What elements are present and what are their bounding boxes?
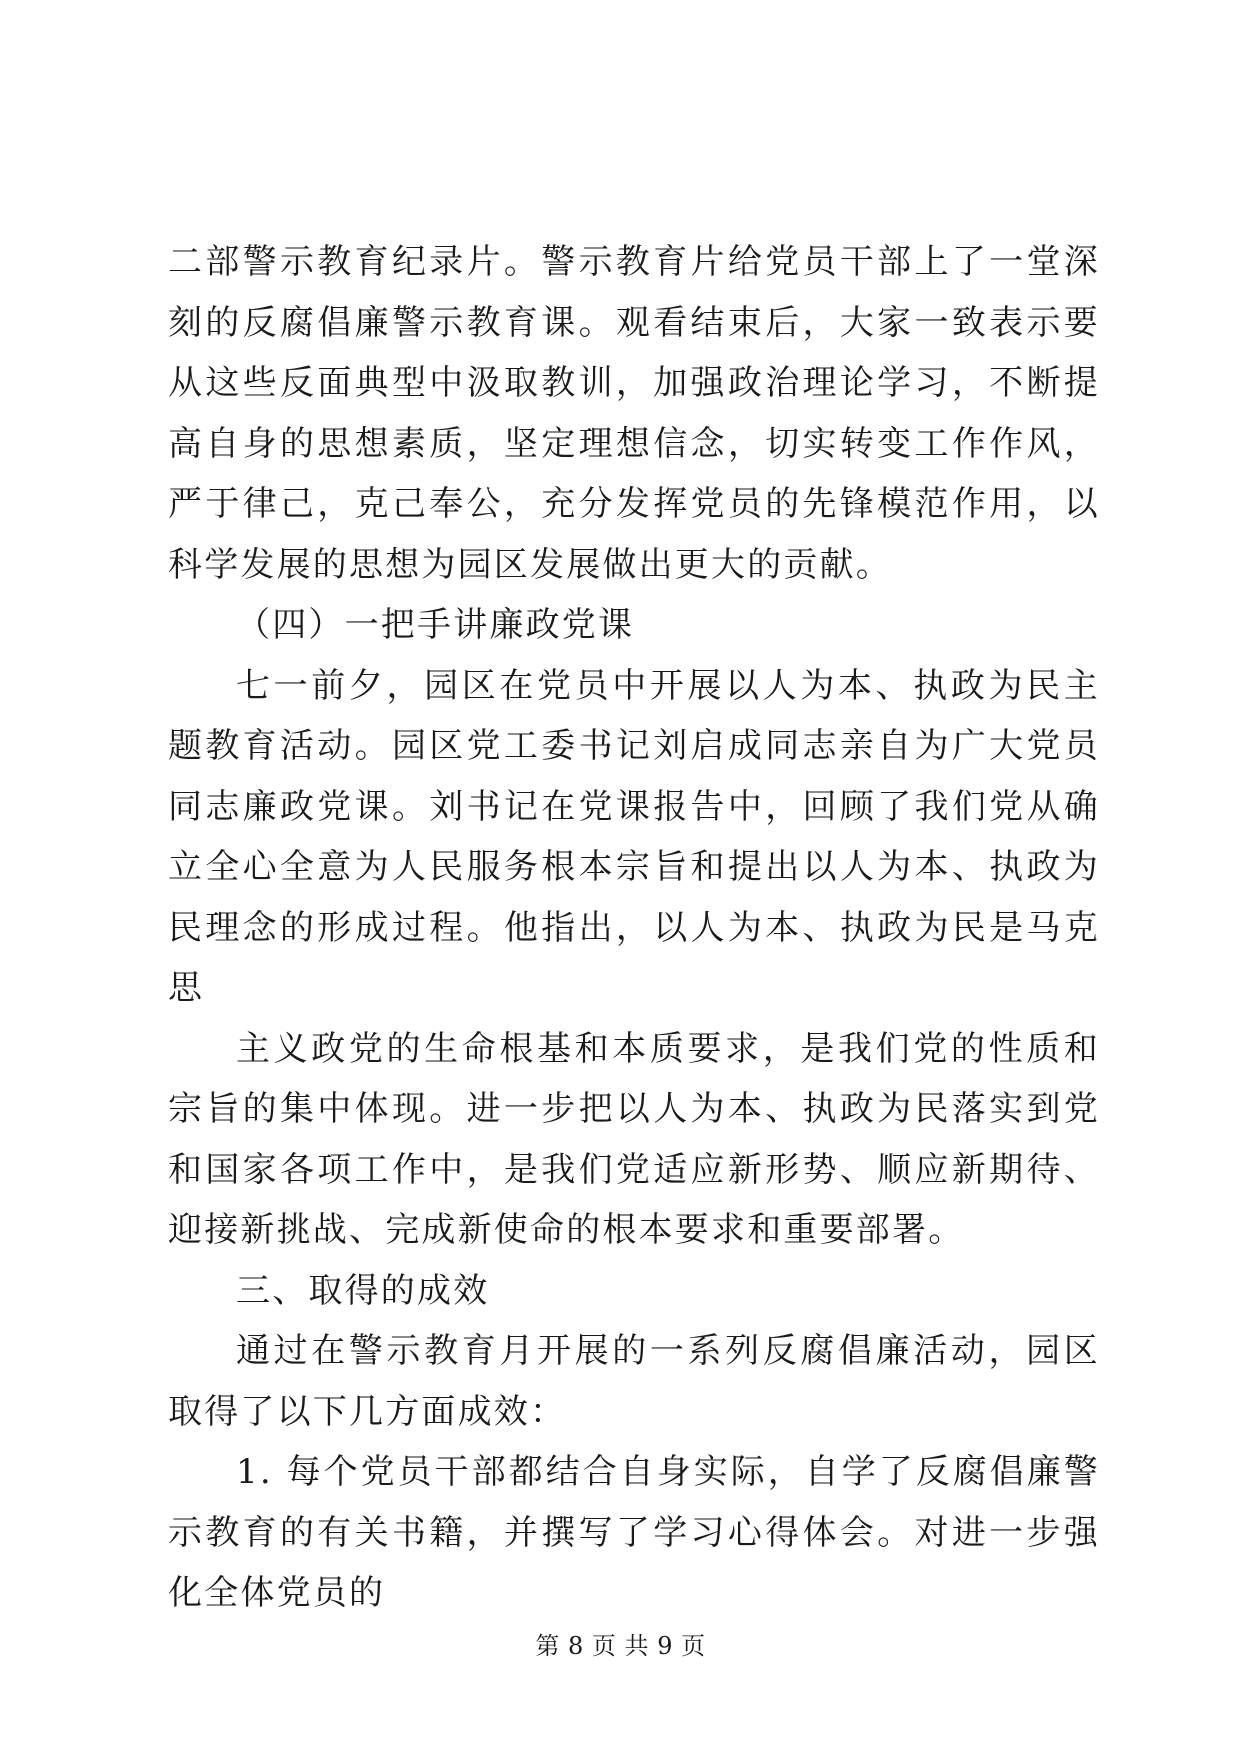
section-heading-results: 三、取得的成效 — [236, 1270, 490, 1311]
paragraph-party-lecture: 七一前夕，园区在党员中开展以人为本、执政为民主题教育活动。园区党工委书记刘启成同志亲自为广大党员同志廉政党课。刘书记在党课报告中，回顾了我们党从确立全心全意为人民服务根本宗旨和提出以人为本、执政为民理念的形成过程。他指出，以人为本、执政为民是马克思 — [168, 665, 1100, 1008]
document-body — [168, 232, 1100, 1624]
paragraph-results-intro: 通过在警示教育月开展的一系列反腐倡廉活动，园区取得了以下几方面成效： — [168, 1331, 1100, 1432]
paragraph-marxist-party: 主义政党的生命根基和本质要求，是我们党的性质和宗旨的集中体现。进一步把以人为本、执政为民落实到党和国家各项工作中，是我们党适应新形势、顺应新期待、迎接新挑战、完成新使命的根本要求和重要部署。 — [168, 1028, 1100, 1250]
page-footer: 第 8 页 共 9 页 — [535, 1632, 706, 1660]
section-heading-4: （四）一把手讲廉政党课 — [236, 605, 635, 645]
paragraph-result-item-1: 1. 每个党员干部都结合自身实际，自学了反腐倡廉警示教育的有关书籍，并撰写了学习心得体会。对进一步强化全体党员的 — [168, 1452, 1100, 1613]
paragraph-continuation: 二部警示教育纪录片。警示教育片给党员干部上了一堂深刻的反腐倡廉警示教育课。观看结束后，大家一致表示要从这些反面典型中汲取教训，加强政治理论学习，不断提高自身的思想素质，坚定理想信念，切实转变工作作风，严于律己，克己奉公，充分发挥党员的先锋模范作用，以科学发展的思想为园区发展做出更大的贡献。 — [168, 242, 1100, 585]
